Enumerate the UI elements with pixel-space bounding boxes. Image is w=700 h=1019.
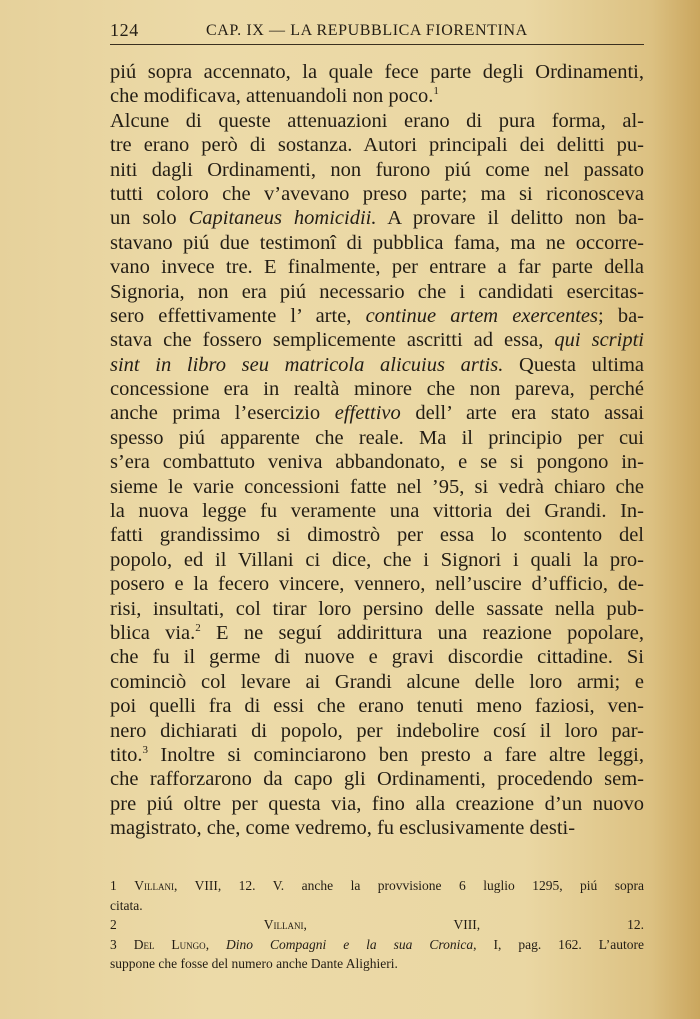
text-run: citata. xyxy=(110,897,143,913)
text-line xyxy=(110,328,644,352)
text-line xyxy=(110,572,644,596)
text-run: che rafforzarono da capo gli Ordinamenti, procedendo sem- xyxy=(110,768,644,791)
text-line xyxy=(110,255,644,279)
text-run: anche prima l’esercizio xyxy=(110,402,335,425)
text-run: niti dagli Ordinamenti, non furono piú come nel passato xyxy=(110,158,644,181)
text-run: Del Lungo xyxy=(133,936,206,952)
footnotes xyxy=(110,876,644,974)
text-line xyxy=(110,743,644,767)
text-run: stava che fossero semplicemente ascritti ad essa, xyxy=(110,329,555,352)
text-run: tutti coloro che v’avevano preso parte; ma si riconosceva xyxy=(110,182,644,205)
body-text xyxy=(110,60,644,841)
page-number: 124 xyxy=(110,20,139,40)
text-line xyxy=(110,645,644,669)
text-line xyxy=(110,60,644,84)
text-run: s’era combattuto veniva abbandonato, e se si pongono in- xyxy=(110,451,644,474)
text-run: risi, insultati, col tirar loro persino delle sassate nella pub- xyxy=(110,597,644,620)
text-run: Villani xyxy=(263,917,304,933)
text-run: , I, pag. 162. L’autore xyxy=(473,936,644,952)
footnote-line xyxy=(110,896,644,916)
footnote-line xyxy=(110,876,644,896)
text-run: effettivo xyxy=(334,402,401,425)
text-run: 3 xyxy=(110,936,134,952)
text-line xyxy=(110,475,644,499)
text-line xyxy=(110,377,644,401)
text-line xyxy=(110,694,644,718)
text-line xyxy=(110,231,644,255)
text-run: posero e la fecero vincere, vennero, nell’uscire d’ufficio, de- xyxy=(110,573,644,596)
text-run: ; ba- xyxy=(597,304,644,327)
text-line xyxy=(110,353,644,377)
text-run: che modificava, attenuandoli non poco. xyxy=(110,85,434,108)
text-run: nero dichiarati di popolo, per indebolire cosí il loro par- xyxy=(110,719,644,742)
text-run: popolo, ed il Villani ci dice, che i Signori i quali la pro- xyxy=(110,548,644,571)
text-line xyxy=(110,158,644,182)
text-line xyxy=(110,304,644,328)
text-run: poi quelli fra di essi che erano tenuti meno faziosi, ven- xyxy=(110,695,644,718)
text-run: continue artem exercentes xyxy=(365,304,598,327)
text-run: Alcune di queste attenuazioni erano di pura forma, al- xyxy=(110,109,644,132)
text-run: sero effettivamente l’ arte, xyxy=(110,304,366,327)
text-run: magistrato, che, come vedremo, fu esclusivamente desti- xyxy=(110,817,576,840)
text-line xyxy=(110,816,644,840)
text-line xyxy=(110,719,644,743)
text-line xyxy=(110,767,644,791)
text-run: fatti grandissimo si dimostrò per essa lo scontento del xyxy=(110,524,644,547)
text-run: la nuova legge fu veramente una vittoria dei Grandi. In- xyxy=(110,500,644,523)
text-run: dell’ arte era stato assai xyxy=(400,402,644,425)
text-line xyxy=(110,621,644,645)
text-run: suppone che fosse del numero anche Dante Alighieri. xyxy=(110,956,398,972)
text-run: , xyxy=(205,936,227,952)
running-title: CAP. IX — LA REPUBBLICA FIORENTINA xyxy=(206,22,528,39)
text-line xyxy=(110,84,644,108)
text-run: vano invece tre. E finalmente, per entrare a far parte della xyxy=(110,256,644,279)
text-line xyxy=(110,450,644,474)
text-line xyxy=(110,182,644,206)
text-run: sieme le varie concessioni fatte nel ’95, si vedrà chiaro che xyxy=(110,475,644,498)
text-run: Dino Compagni e la sua Cronica xyxy=(226,936,474,952)
footnote-ref: 3 xyxy=(142,744,148,757)
text-run: Inoltre si cominciarono ben presto a fare altre leggi, xyxy=(147,743,644,766)
text-run: tito. xyxy=(110,743,143,766)
footnote-line xyxy=(110,935,644,955)
footnote-line xyxy=(110,915,644,935)
text-run: concessione era in realtà minore che non pareva, perché xyxy=(110,378,644,401)
text-line xyxy=(110,426,644,450)
text-line xyxy=(110,523,644,547)
footnote-ref: 2 xyxy=(195,622,201,635)
text-run: stavano piú due testimonî di pubblica fama, ma ne occorre- xyxy=(110,231,644,254)
text-line xyxy=(110,133,644,157)
text-run: tre erano però di sostanza. Autori principali dei delitti pu- xyxy=(110,134,644,157)
text-line xyxy=(110,792,644,816)
header-rule xyxy=(110,44,644,45)
text-run: blica via. xyxy=(110,621,196,644)
text-run: piú sopra accennato, la quale fece parte degli Ordinamenti, xyxy=(110,61,644,83)
text-run: Questa ultima xyxy=(503,353,644,376)
text-run: , VIII, 12. V. anche la provvisione 6 luglio 1295, piú sopra xyxy=(173,878,645,893)
text-run: A provare il delitto non ba- xyxy=(376,207,645,230)
text-line xyxy=(110,280,644,304)
text-line xyxy=(110,206,644,230)
text-run: un solo xyxy=(110,207,189,230)
text-line xyxy=(110,401,644,425)
text-run: Villani xyxy=(134,878,174,893)
text-run: cominciò col levare ai Grandi alcune delle loro armi; e xyxy=(110,670,644,693)
text-line xyxy=(110,109,644,133)
text-run: Signoria, non era piú necessario che i candidati esercitas- xyxy=(110,280,644,303)
text-run: , VIII, 12. xyxy=(303,917,645,933)
text-run: 1 xyxy=(110,878,135,893)
text-line xyxy=(110,548,644,572)
text-run: qui scripti xyxy=(554,329,644,352)
text-run: che fu il germe di nuove e gravi discordie cittadine. Si xyxy=(110,646,644,669)
text-run: Capitaneus homicidii. xyxy=(188,207,377,230)
text-line xyxy=(110,499,644,523)
text-line xyxy=(110,597,644,621)
text-run: E ne seguí addirittura una reazione popolare, xyxy=(200,621,645,644)
text-run: spesso piú apparente che reale. Ma il principio per cui xyxy=(110,426,644,449)
footnote-line xyxy=(110,954,644,974)
text-run: 2 xyxy=(110,917,264,933)
text-line xyxy=(110,670,644,694)
text-run: sint in libro seu matricola alicuius artis. xyxy=(110,353,504,376)
footnote-ref: 1 xyxy=(433,85,439,98)
text-run: pre piú oltre per questa via, fino alla creazione d’un nuovo xyxy=(110,792,644,815)
running-header xyxy=(110,20,644,42)
